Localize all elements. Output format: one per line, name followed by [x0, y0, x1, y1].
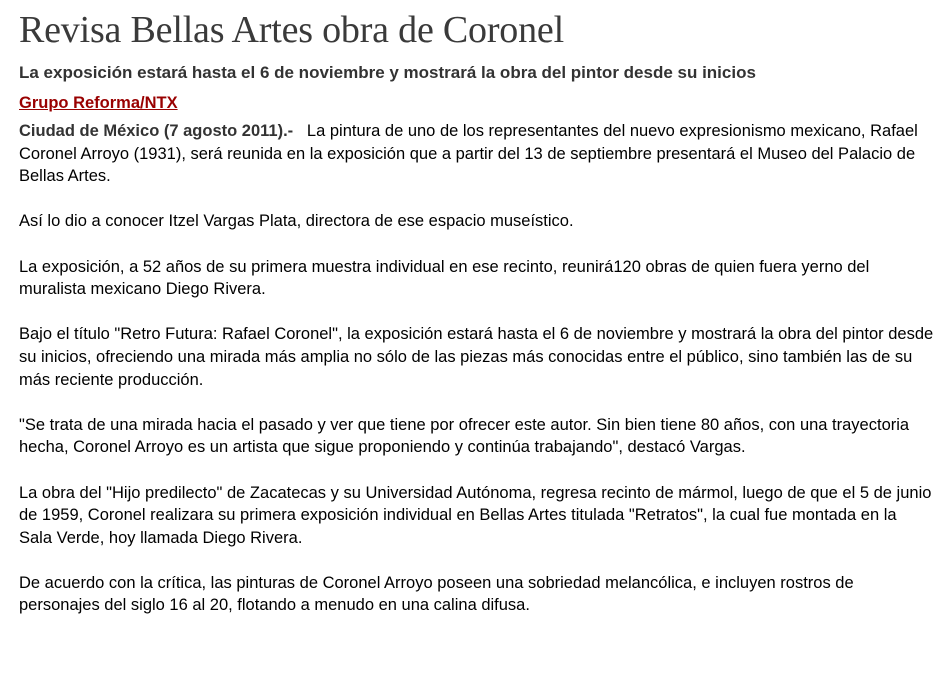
paragraph-text: La pintura de uno de los representantes del nuevo expresionismo mexicano, Rafael Coronel Arroyo (1931), será reunida en la exposición que a partir del 13 de septiembre presentará el Museo del Palacio de Bellas Artes. — [19, 122, 918, 186]
article-body — [19, 120, 934, 617]
dateline: Ciudad de México (7 agosto 2011).- — [19, 122, 294, 140]
article — [19, 4, 934, 617]
article-headline: Revisa Bellas Artes obra de Coronel — [19, 9, 564, 51]
article-paragraph-4: Bajo el título "Retro Futura: Rafael Coronel", la exposición estará hasta el 6 de noviembre y mostrará la obra del pintor desde su inicios, ofreciendo una mirada más amplia no sólo de las piezas más conocidas entre el público, sino también las de su más reciente producción. — [19, 325, 934, 389]
source-link[interactable]: Grupo Reforma/NTX — [19, 94, 178, 112]
article-paragraph-2: Así lo dio a conocer Itzel Vargas Plata, directora de ese espacio museístico. — [19, 212, 574, 231]
article-paragraph-6: La obra del "Hijo predilecto" de Zacatecas y su Universidad Autónoma, regresa recinto de mármol, luego de que el 5 de junio de 1959, Coronel realizara su primera exposición individual en Bellas Artes titulada "Retratos", la cual fue montada en la Sala Verde, hoy llamada Diego Rivera. — [19, 483, 932, 547]
article-paragraph-7: De acuerdo con la crítica, las pinturas de Coronel Arroyo poseen una sobriedad melancólica, e incluyen rostros de personajes del siglo 16 al 20, flotando a menudo en una calina difusa. — [19, 573, 854, 615]
article-paragraph-5: "Se trata de una mirada hacia el pasado y ver que tiene por ofrecer este autor. Sin bien tiene 80 años, con una trayectoria hecha, Coronel Arroyo es un artista que sigue proponiendo y continúa trabajando", destacó Vargas. — [19, 415, 910, 457]
article-paragraph-1 — [19, 120, 934, 188]
article-subtitle: La exposición estará hasta el 6 de noviembre y mostrará la obra del pintor desde su inicios — [19, 63, 756, 82]
article-paragraph-3: La exposición, a 52 años de su primera muestra individual en ese recinto, reunirá120 obras de quien fuera yerno del muralista mexicano Diego Rivera. — [19, 257, 870, 299]
